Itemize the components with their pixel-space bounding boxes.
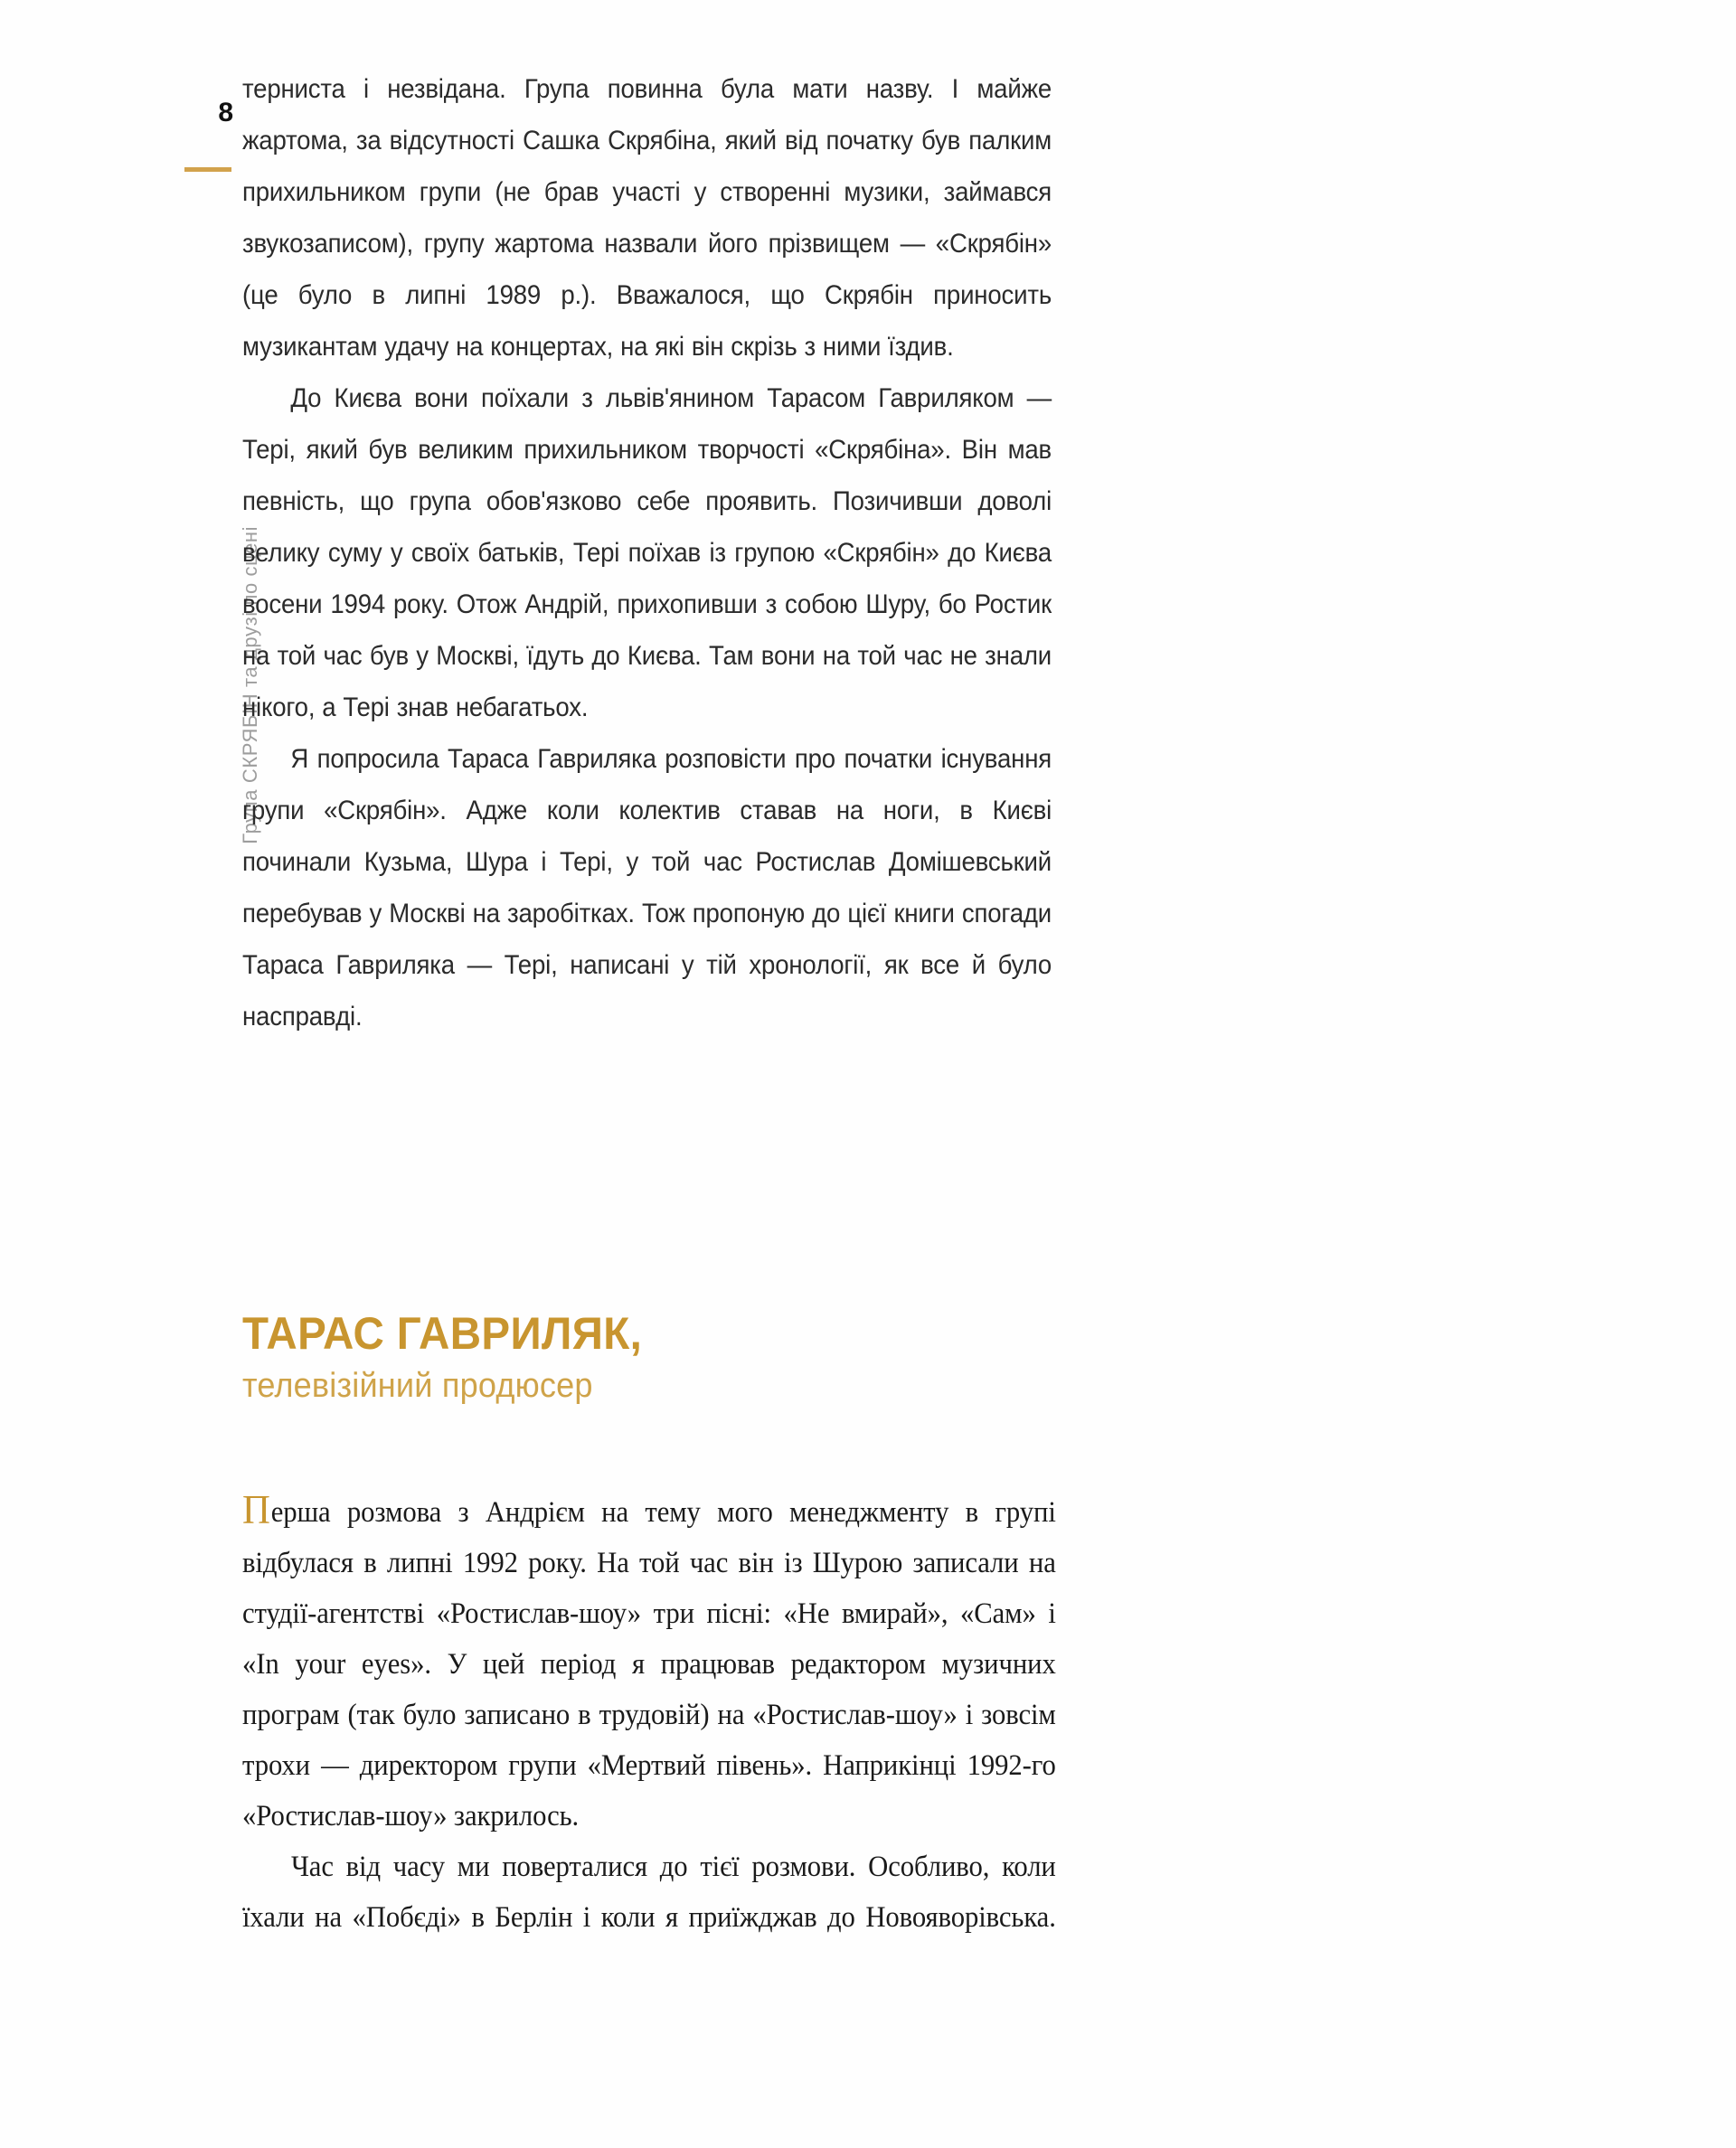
sans-text-column (242, 63, 1052, 1094)
paragraph: До Києва вони поїхали з львів'янином Тарасом Гавриляком — Тері, який був великим прихильником творчості «Скрябіна». Він мав певність, що група обов'язково себе проявить. Позичивши доволі велику суму у своїх батьків, Тері поїхав із групою «Скрябін» до Києва восени 1994 року. Отож Андрій, прихопивши з собою Шуру, бо Ростик на той час був у Москві, їдуть до Києва. Там вони на той час не знали нікого, а Тері знав небагатьох. (242, 383, 1052, 722)
byline-role: телевізійний продюсер (242, 1367, 593, 1405)
paragraph: терниста і незвідана. Група повинна була мати назву. І майже жартома, за відсутності Сашка Скрябіна, який від початку був палким прихильником групи (не брав участі у створенні музики, займався звукозаписом), групу жартома назвали його прізвищем — «Скрябін» (це було в липні 1989 р.). Вважалося, що Скрябін приносить музикантам удачу на концертах, на які він скрізь з ними їздив. (242, 74, 1052, 362)
folio-divider-rule (184, 167, 231, 172)
paragraph-text: ерша розмова з Андрієм на тему мого менеджменту в групі відбулася в липні 1992 року. На той час він із Шурою записали на студії-агентстві «Ростислав-шоу» три пісні: «Не вмирай», «Сам» і «In your eyes». У цей період я працював редактором музичних програм (так було записано в трудовій) на «Ростислав-шоу» і зовсім трохи — директором групи «Мертвий півень». Наприкінці 1992-го «Ростислав-шоу» закрилось. (242, 1496, 1056, 1832)
byline-block (242, 1307, 1056, 1407)
paragraph: Я попросила Тараса Гавриляка розповісти про початки існування групи «Скрябін». Адже коли колектив ставав на ноги, в Києві починали Кузьма, Шура і Тері, у той час Ростислав Домішевський перебував у Москві на заробітках. Тож пропоную до цієї книги спогади Тараса Гавриляка — Тері, написані у тій хронології, як все й було насправді. (242, 744, 1052, 1032)
page-margin-column (134, 72, 261, 844)
paragraph: Час від часу ми поверталися до тієї розмови. Особливо, коли їхали на «Побєді» в Берлін і коли я приїжджав до Новояворівська. (242, 1851, 1056, 1934)
paragraph-with-dropcap (242, 1487, 1056, 1842)
page-number: 8 (218, 98, 233, 127)
running-head: Група СКРЯБІН та друзі по сцені (239, 525, 261, 844)
serif-text-column (242, 1487, 1056, 1993)
byline-name: ТАРАС ГАВРИЛЯК, (242, 1308, 643, 1359)
drop-cap: П (242, 1486, 270, 1532)
